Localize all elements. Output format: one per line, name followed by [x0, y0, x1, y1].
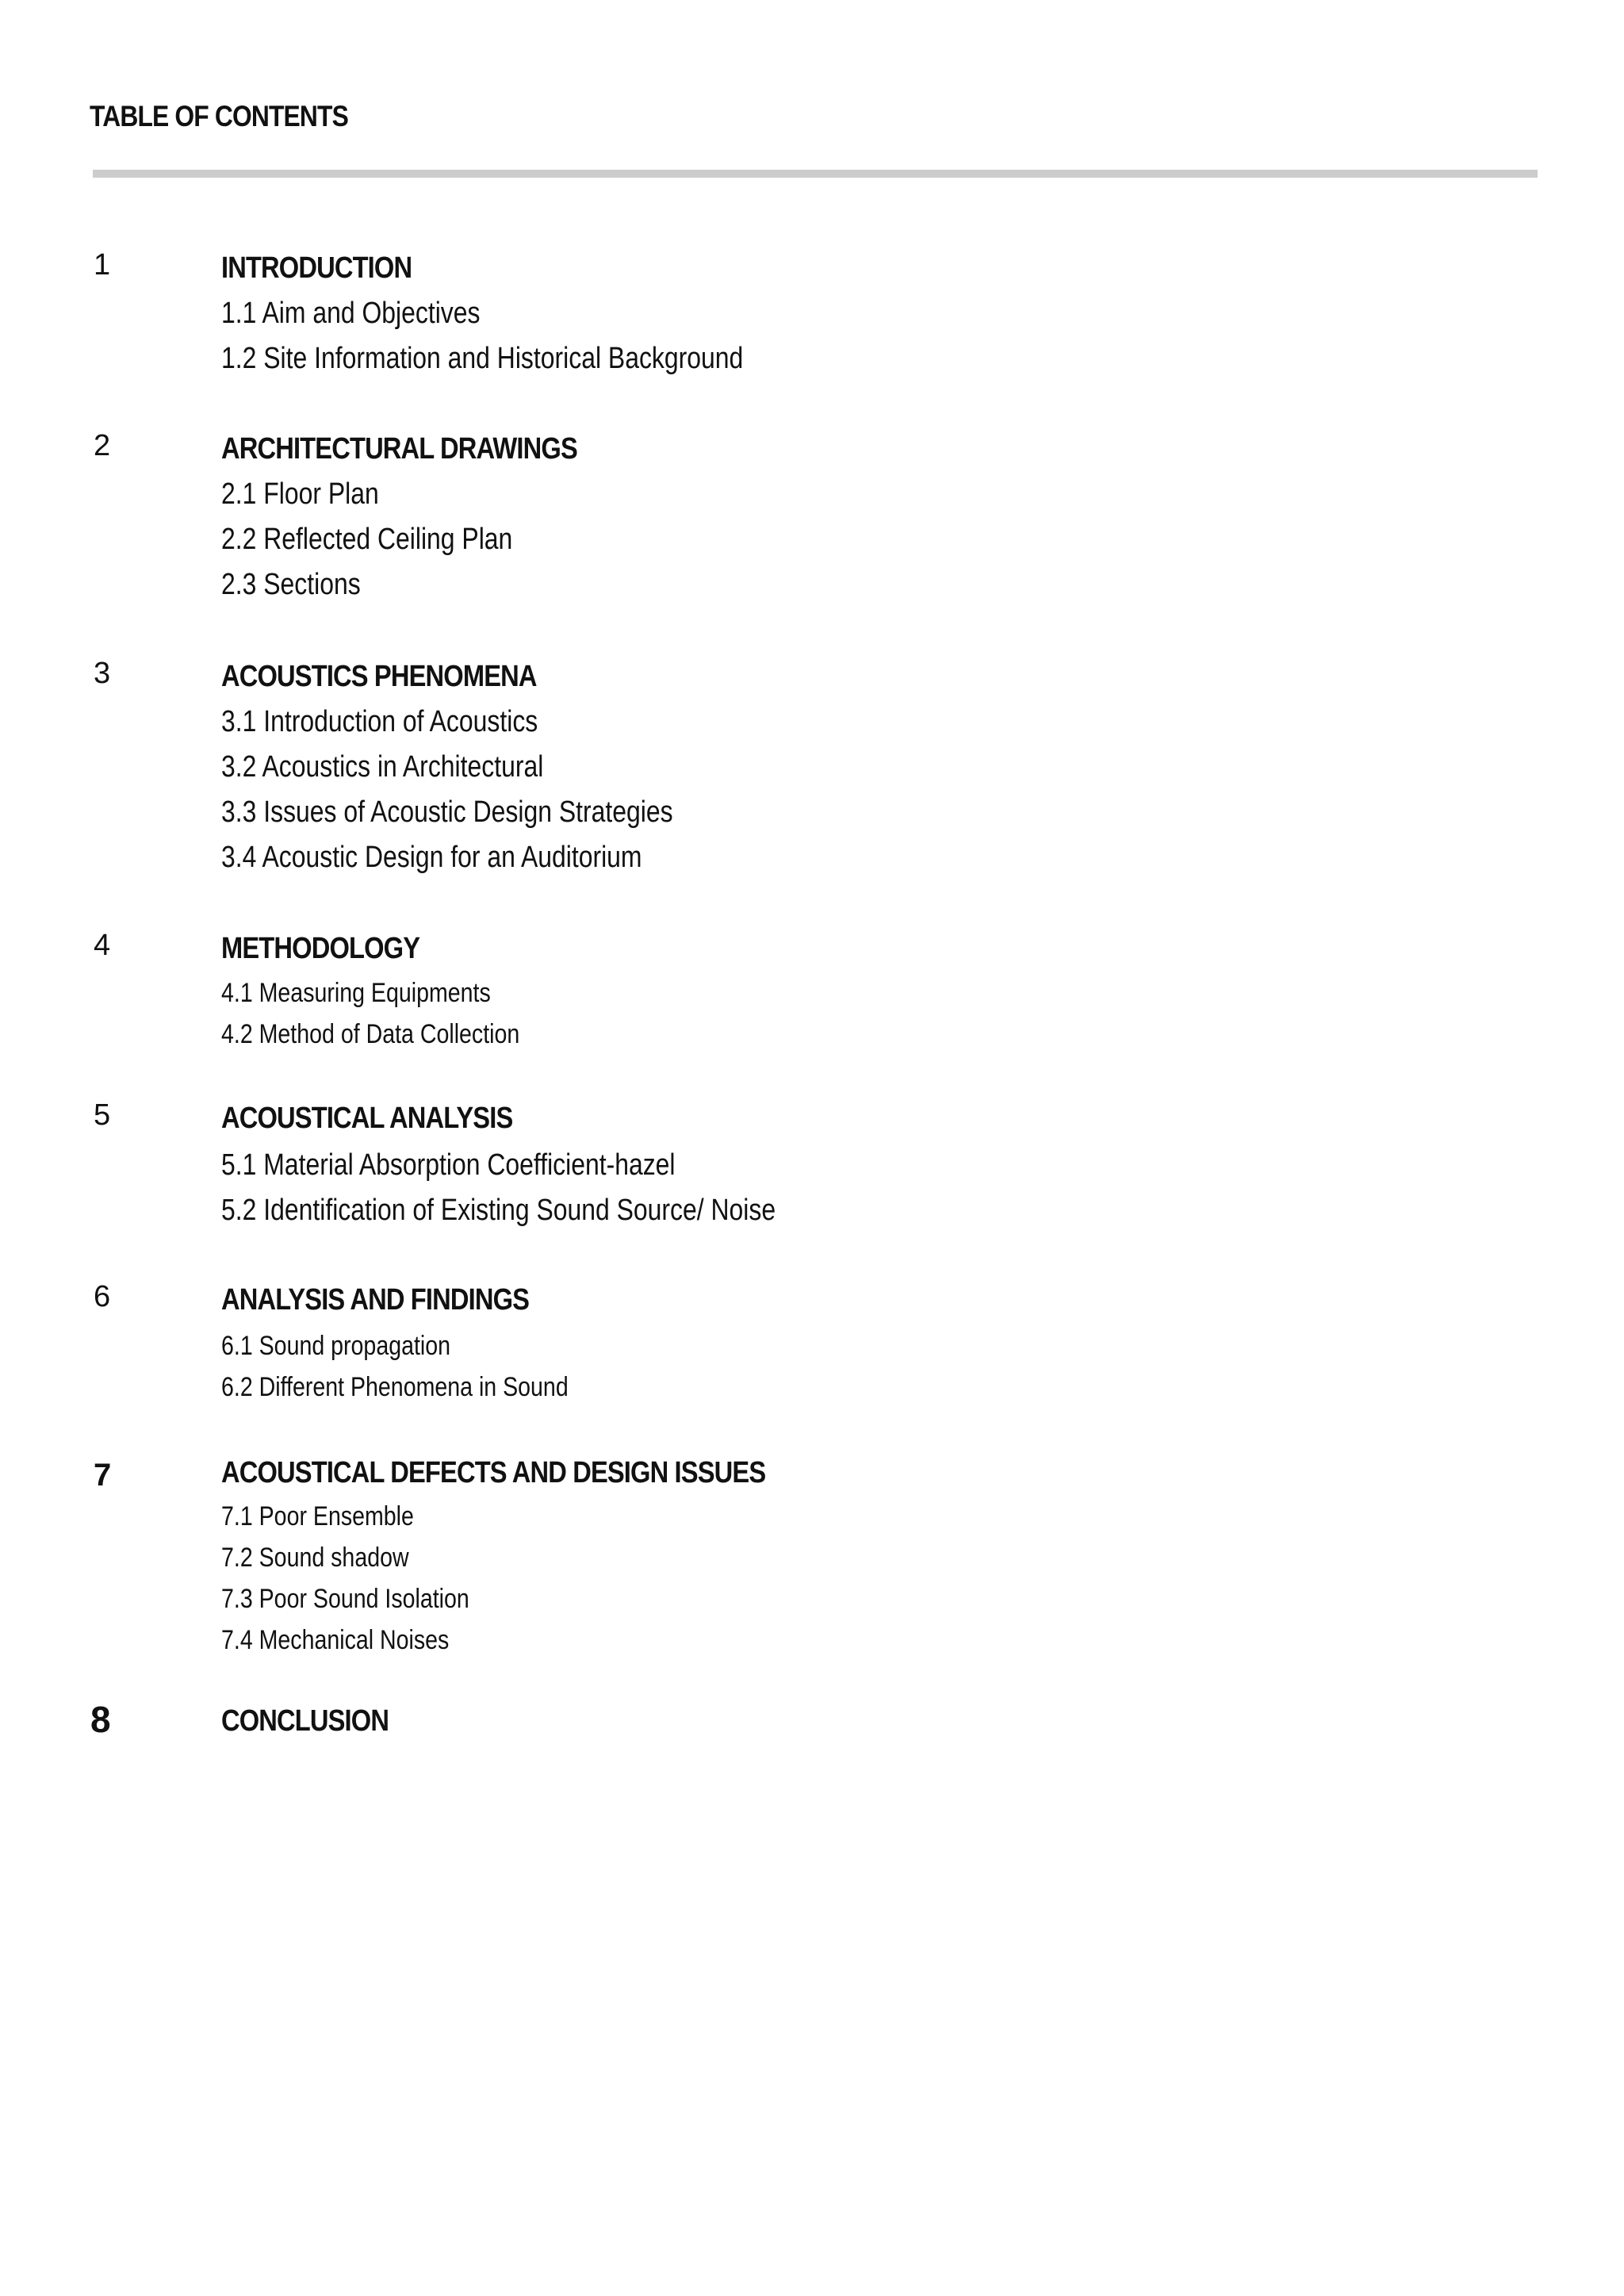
- section-title: INTRODUCTION: [221, 251, 412, 285]
- subsection-list: [221, 1325, 634, 1408]
- section-title: ACOUSTICAL DEFECTS AND DESIGN ISSUES: [221, 1456, 766, 1489]
- section-title: ANALYSIS AND FINDINGS: [221, 1283, 530, 1317]
- section-number: 7: [94, 1458, 112, 1493]
- section-number: 1: [94, 248, 111, 282]
- subsection-item: 7.4 Mechanical Noises: [221, 1625, 450, 1655]
- subsection-item: 7.3 Poor Sound Isolation: [221, 1584, 469, 1614]
- subsection-item: 4.1 Measuring Equipments: [221, 978, 491, 1008]
- subsection-item: 6.2 Different Phenomena in Sound: [221, 1372, 569, 1402]
- subsection-item: 2.1 Floor Plan: [221, 477, 379, 511]
- section-title: METHODOLOGY: [221, 932, 420, 965]
- subsection-item: 3.1 Introduction of Acoustics: [221, 705, 538, 738]
- subsection-list: [221, 1496, 516, 1661]
- section-number: 8: [90, 1699, 111, 1740]
- subsection-list: [221, 700, 759, 880]
- section-number: 6: [94, 1280, 111, 1313]
- subsection-item: 6.1 Sound propagation: [221, 1331, 451, 1361]
- page-title: TABLE OF CONTENTS: [90, 100, 348, 132]
- section-title: ARCHITECTURAL DRAWINGS: [221, 432, 577, 466]
- subsection-item: 5.1 Material Absorption Coefficient-hazel: [221, 1148, 676, 1182]
- subsection-item: 7.1 Poor Ensemble: [221, 1501, 414, 1531]
- subsection-item: 1.2 Site Information and Historical Background: [221, 342, 744, 375]
- subsection-item: 3.2 Acoustics in Architectural: [221, 750, 544, 784]
- section-title: ACOUSTICAL ANALYSIS: [221, 1102, 513, 1135]
- header-divider: [93, 170, 1538, 178]
- subsection-item: 7.2 Sound shadow: [221, 1543, 409, 1573]
- subsection-item: 5.2 Identification of Existing Sound Source/ Noise: [221, 1194, 776, 1227]
- section-number: 4: [94, 929, 111, 962]
- section-title: CONCLUSION: [221, 1704, 389, 1738]
- subsection-item: 1.1 Aim and Objectives: [221, 297, 481, 330]
- section-number: 5: [94, 1098, 111, 1132]
- subsection-list: [221, 291, 843, 381]
- subsection-item: 2.3 Sections: [221, 568, 361, 601]
- subsection-list: [221, 472, 568, 608]
- subsection-list: [221, 972, 576, 1055]
- subsection-item: 3.3 Issues of Acoustic Design Strategies: [221, 795, 673, 829]
- subsection-item: 4.2 Method of Data Collection: [221, 1019, 520, 1049]
- subsection-item: 2.2 Reflected Ceiling Plan: [221, 523, 513, 556]
- subsection-item: 3.4 Acoustic Design for an Auditorium: [221, 841, 642, 874]
- section-number: 3: [94, 657, 111, 690]
- section-number: 2: [94, 429, 111, 462]
- subsection-list: [221, 1143, 881, 1233]
- section-title: ACOUSTICS PHENOMENA: [221, 660, 537, 693]
